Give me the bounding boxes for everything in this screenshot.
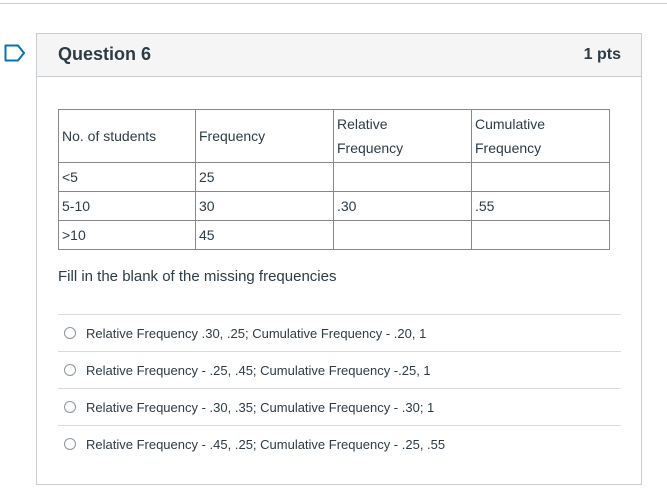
answer-option-2[interactable] (58, 351, 621, 388)
answer-option-4[interactable] (58, 425, 621, 462)
answer-label: Relative Frequency - .25, .45; Cumulative Frequency -.25, 1 (86, 362, 431, 378)
header-relative-line2: Frequency (337, 140, 404, 156)
cell-students: >10 (59, 221, 196, 250)
answer-label: Relative Frequency .30, .25; Cumulative Frequency - .20, 1 (86, 325, 427, 341)
cell-relative (334, 221, 472, 250)
header-cumulative-line1: Cumulative (475, 116, 546, 132)
top-divider (0, 3, 667, 4)
header-cumulative-line2: Frequency (475, 140, 542, 156)
cell-students: 5-10 (59, 192, 196, 221)
table-header-row (59, 110, 610, 163)
cell-relative: .30 (334, 192, 472, 221)
table-row (59, 163, 610, 192)
table-row (59, 221, 610, 250)
question-header (37, 34, 641, 77)
bookmark-icon[interactable] (4, 44, 26, 62)
question-prompt: Fill in the blank of the missing frequencies (58, 268, 337, 285)
answer-option-3[interactable] (58, 388, 621, 425)
header-frequency: Frequency (196, 110, 334, 163)
question-points: 1 pts (583, 46, 621, 63)
question-card (36, 33, 642, 485)
radio-button-icon[interactable] (64, 364, 76, 376)
cell-frequency: 30 (196, 192, 334, 221)
answer-option-1[interactable] (58, 314, 621, 351)
cell-cumulative (472, 163, 610, 192)
cell-cumulative: .55 (472, 192, 610, 221)
cell-frequency: 45 (196, 221, 334, 250)
cell-cumulative (472, 221, 610, 250)
answer-list (58, 314, 621, 462)
header-relative-line1: Relative (337, 116, 388, 132)
cell-relative (334, 163, 472, 192)
radio-button-icon[interactable] (64, 438, 76, 450)
radio-button-icon[interactable] (64, 327, 76, 339)
radio-button-icon[interactable] (64, 401, 76, 413)
table-row (59, 192, 610, 221)
question-title: Question 6 (58, 44, 152, 64)
answer-label: Relative Frequency - .30, .35; Cumulative Frequency - .30; 1 (86, 399, 435, 415)
header-relative-frequency (334, 110, 472, 163)
header-cumulative-frequency (472, 110, 610, 163)
cell-frequency: 25 (196, 163, 334, 192)
cell-students: <5 (59, 163, 196, 192)
header-students: No. of students (59, 110, 196, 163)
frequency-table (58, 109, 610, 250)
answer-label: Relative Frequency - .45, .25; Cumulative Frequency - .25, .55 (86, 436, 446, 452)
